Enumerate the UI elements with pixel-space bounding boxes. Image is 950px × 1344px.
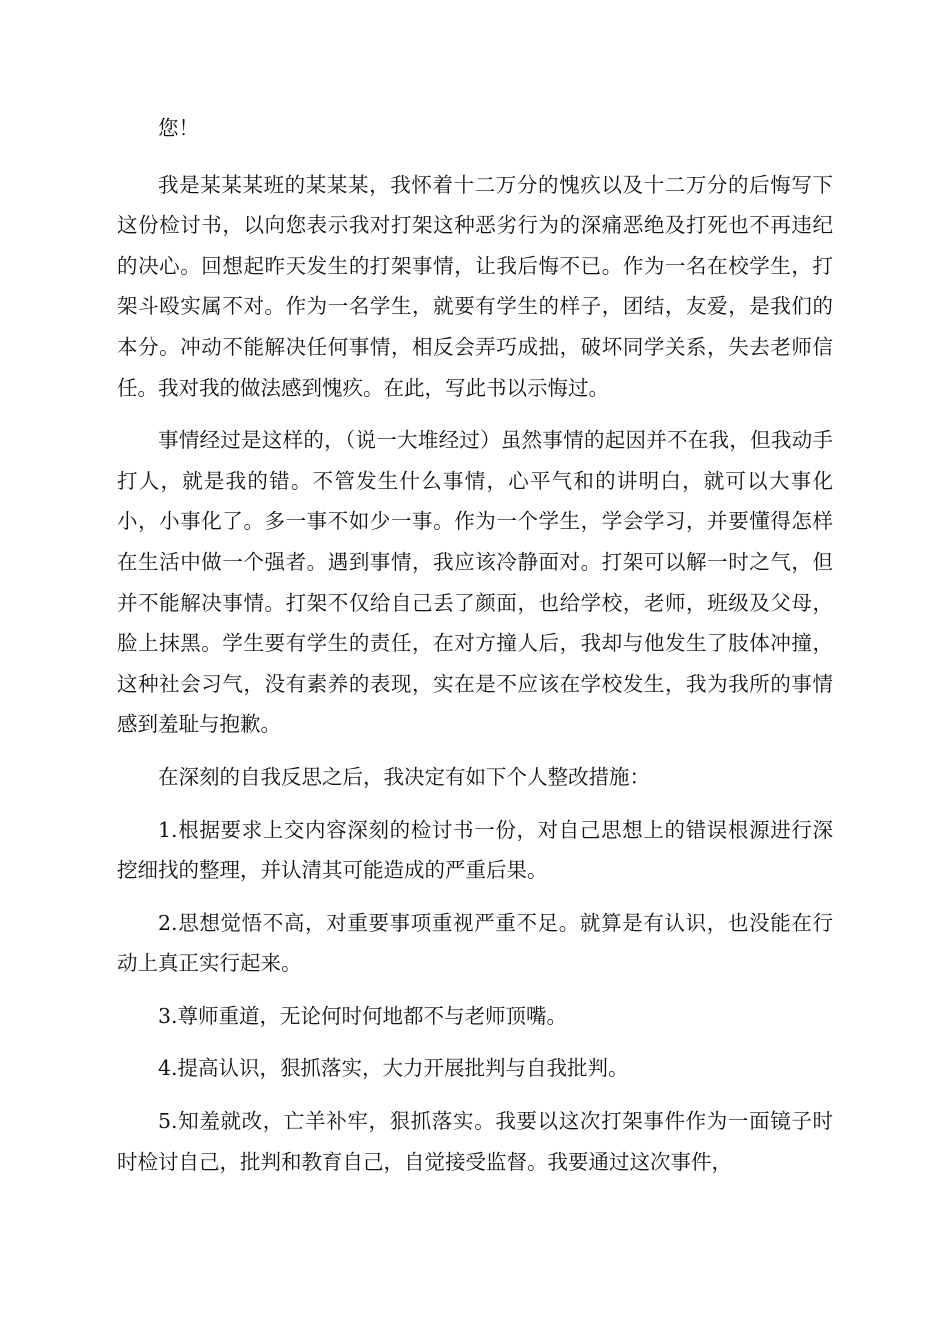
- greeting-line: 您！: [158, 116, 199, 140]
- paragraph-measures-intro: 在深刻的自我反思之后，我决定有如下个人整改措施：: [158, 764, 650, 789]
- paragraph-intro: 我是某某某班的某某某，我怀着十二万分的愧疚以及十二万分的后悔写下这份检讨书，以向您表示我对打架这种恶劣行为的深痛恶绝及打死也不再违纪的决心。回想起昨天发生的打架事情，让我后悔不已。作为一名在校学生，打架斗殴实属不对。作为一名学生，就要有学生的样子，团结，友爱，是我们的本分。冲动不能解决任何事情，相反会弄巧成拙，破坏同学关系，失去老师信任。我对我的做法感到愧疚。在此，写此书以示悔过。: [117, 172, 833, 400]
- paragraph-incident: 事情经过是这样的，（说一大堆经过）虽然事情的起因并不在我，但我动手打人，就是我的错。不管发生什么事情，心平气和的讲明白，就可以大事化小，小事化了。多一事不如少一事。作为一个学生，学会学习，并要懂得怎样在生活中做一个强者。遇到事情，我应该冷静面对。打架可以解一时之气，但并不能解决事情。打架不仅给自己丢了颜面，也给学校，老师，班级及父母，脸上抹黑。学生要有学生的责任，在对方撞人后，我却与他发生了肢体冲撞，这种社会习气，没有素养的表现，实在是不应该在学校发生，我为我所的事情感到羞耻与抱歉。: [117, 428, 833, 737]
- measure-item-4: 4.提高认识，狠抓落实，大力开展批判与自我批判。: [158, 1056, 629, 1081]
- measure-item-1: 1.根据要求上交内容深刻的检讨书一份，对自己思想上的错误根源进行深挖细找的整理，并认清其可能造成的严重后果。: [117, 817, 833, 883]
- document-page: [117, 108, 833, 1194]
- measure-item-5: 5.知羞就改，亡羊补牢，狠抓落实。我要以这次打架事件作为一面镜子时时检讨自己，批判和教育自己，自觉接受监督。我要通过这次事件，: [117, 1109, 833, 1174]
- measure-item-3: 3.尊师重道，无论何时何地都不与老师顶嘴。: [158, 1003, 568, 1028]
- measure-item-2: 2.思想觉悟不高，对重要事项重视严重不足。就算是有认识，也没能在行动上真正实行起来。: [117, 910, 833, 976]
